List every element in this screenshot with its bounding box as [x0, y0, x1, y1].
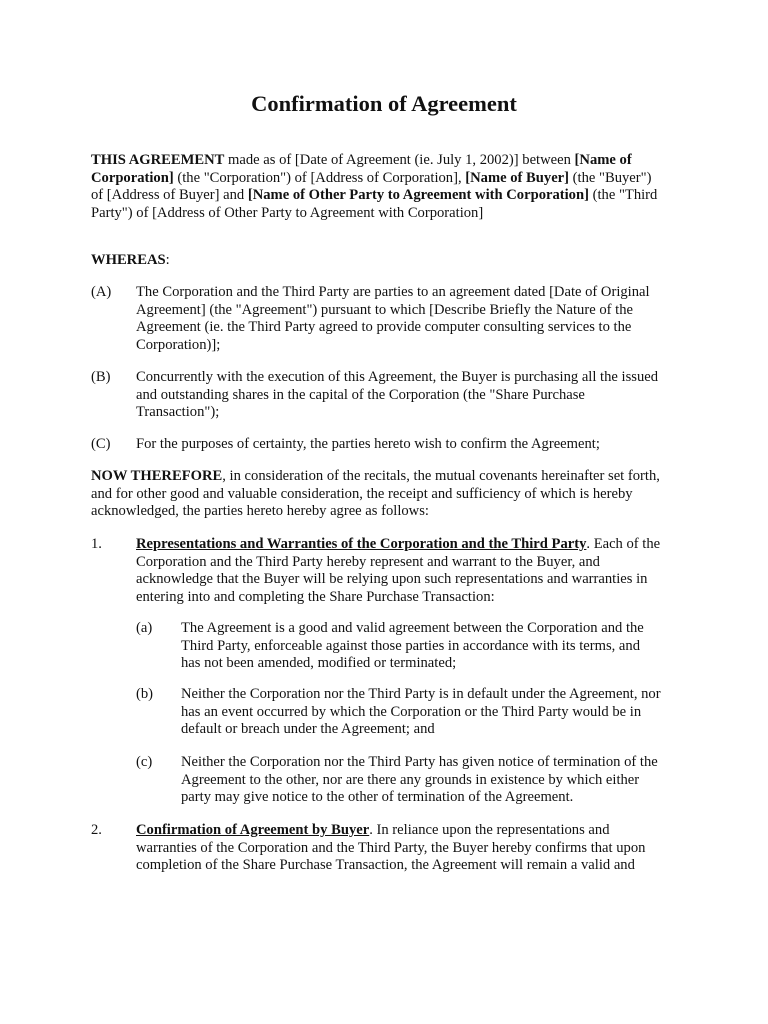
recital-line: Agreement] (the "Agreement") pursuant to which [Describe Briefly the Nature of the: [136, 301, 633, 318]
recital-line: For the purposes of certainty, the parties hereto wish to confirm the Agreement;: [136, 436, 600, 452]
intro-text: made as of [Date of Agreement (ie. July 1, 2002)] between: [224, 152, 575, 168]
section-text-run: . In reliance upon the representations and: [369, 822, 610, 838]
subitem-line: default or breach under the Agreement; and: [181, 721, 435, 737]
section-text: [136, 536, 696, 606]
subitem-line: party may give notice to the other of termination of the Agreement.: [181, 789, 574, 805]
recital-line: Transaction");: [136, 404, 220, 420]
whereas-heading: [91, 252, 691, 270]
recital-marker: (A): [91, 284, 112, 300]
whereas-suffix: :: [165, 252, 170, 268]
now-therefore-label: NOW THEREFORE: [91, 468, 223, 484]
intro-line: [91, 187, 691, 205]
subitem-line: Neither the Corporation nor the Third Party has given notice of termination of the: [181, 754, 658, 770]
now-therefore-text: and for other good and valuable consideration, the receipt and sufficiency of which is hereby: [91, 485, 633, 502]
subitem-line: The Agreement is a good and valid agreement between the Corporation and the: [181, 620, 644, 636]
intro-line: [91, 170, 691, 188]
subitem-text: [181, 686, 701, 739]
section-text: [136, 822, 696, 875]
recital-text: [136, 369, 696, 422]
recital-line: and outstanding shares in the capital of the Corporation (the "Share Purchase: [136, 386, 585, 403]
section-line: entering into and completing the Share Purchase Transaction:: [136, 588, 495, 605]
section-number: 1.: [91, 536, 102, 552]
now-therefore-text: acknowledged, the parties hereto hereby agree as follows:: [91, 503, 429, 519]
intro-text: (the "Third: [588, 187, 658, 203]
subitem-line: has an event occurred by which the Corporation or the Third Party would be in: [181, 703, 642, 720]
section-line: acknowledge that the Buyer will be relying upon such representations and warranties in: [136, 571, 648, 587]
section-heading: Representations and Warranties of the Corporation and the Third Party: [136, 536, 587, 552]
subitem-marker: (a): [136, 620, 153, 636]
recital-text: [136, 436, 696, 454]
intro-text: (the "Corporation") of [Address of Corporation],: [173, 169, 466, 186]
section-text-run: . Each of the: [586, 536, 661, 552]
now-therefore-text: , in consideration of the recitals, the mutual covenants hereinafter set forth,: [222, 468, 660, 484]
buyer-name-placeholder: [Name of Buyer]: [465, 169, 570, 186]
intro-text: of [Address of Buyer] and: [91, 187, 248, 203]
section-line: completion of the Share Purchase Transaction, the Agreement will remain a valid and: [136, 857, 635, 873]
subitem-line: has not been amended, modified or terminated;: [181, 655, 457, 671]
subitem-text: [181, 620, 701, 673]
subitem-line: Neither the Corporation nor the Third Party is in default under the Agreement, nor: [181, 686, 661, 702]
corporation-name-placeholder: Corporation]: [91, 169, 174, 186]
recital-line: Corporation)];: [136, 336, 221, 353]
recital-line: Concurrently with the execution of this Agreement, the Buyer is purchasing all the issued: [136, 369, 659, 385]
section-heading: Confirmation of Agreement by Buyer: [136, 822, 370, 838]
recital-marker: (C): [91, 436, 111, 452]
section-line: Corporation and the Third Party hereby represent and warrant to the Buyer, and: [136, 553, 600, 570]
recital-line: The Corporation and the Third Party are parties to an agreement dated [Date of Original: [136, 284, 650, 300]
intro-paragraph: [91, 152, 691, 222]
intro-text: (the "Buyer"): [569, 169, 652, 186]
intro-text: Party") of [Address of Other Party to Agreement with Corporation]: [91, 204, 484, 221]
document-title: Confirmation of Agreement: [251, 91, 517, 116]
section-line: warranties of the Corporation and the Third Party, the Buyer hereby confirms that upon: [136, 839, 646, 856]
subitem-line: Third Party, enforceable against those parties in accordance with its terms, and: [181, 637, 640, 654]
recital-text: [136, 284, 696, 354]
this-agreement-label: THIS AGREEMENT: [91, 152, 225, 168]
third-party-name-placeholder: [Name of Other Party to Agreement with Corporation]: [247, 187, 589, 203]
subitem-line: Agreement to the other, nor are there any grounds in existence by which either: [181, 771, 640, 788]
intro-line: [91, 205, 691, 223]
section-number: 2.: [91, 822, 102, 838]
whereas-label: WHEREAS: [91, 252, 166, 268]
recital-line: Agreement (ie. the Third Party agreed to provide computer consulting services to the: [136, 319, 632, 335]
intro-line: [91, 152, 691, 170]
subitem-marker: (b): [136, 686, 154, 702]
now-therefore-paragraph: [91, 468, 691, 521]
subitem-marker: (c): [136, 754, 153, 770]
corporation-name-placeholder: [Name of: [574, 152, 632, 168]
subitem-text: [181, 754, 701, 807]
recital-marker: (B): [91, 369, 111, 385]
